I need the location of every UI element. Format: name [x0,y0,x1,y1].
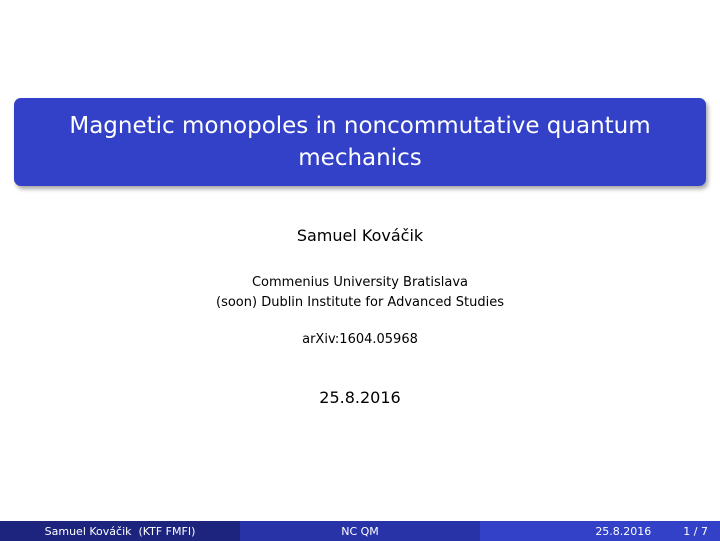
institute-line-1: Commenius University Bratislava [251,275,468,290]
footer-short-title [240,521,480,541]
footer-date: 25.8.2016 [595,524,652,538]
slide-title: Magnetic monopoles in noncommutative quantum mechanics [69,113,651,171]
author-name: Samuel Kováčik [296,226,424,245]
footer-bar [0,521,720,541]
footer-date-page [480,521,720,541]
arxiv-reference: arXiv:1604.05968 [302,332,418,347]
footer-author-label: Samuel Kováčik (KTF FMFI) [44,524,196,538]
page-number: 1 / 7 [683,524,708,538]
institute [0,273,720,313]
institute-line-2: (soon) Dublin Institute for Advanced Studies [216,295,504,310]
footer-short-title-label: NC QM [341,524,379,538]
title-block [14,98,706,186]
footer-author [0,521,240,541]
presentation-date: 25.8.2016 [319,388,401,407]
